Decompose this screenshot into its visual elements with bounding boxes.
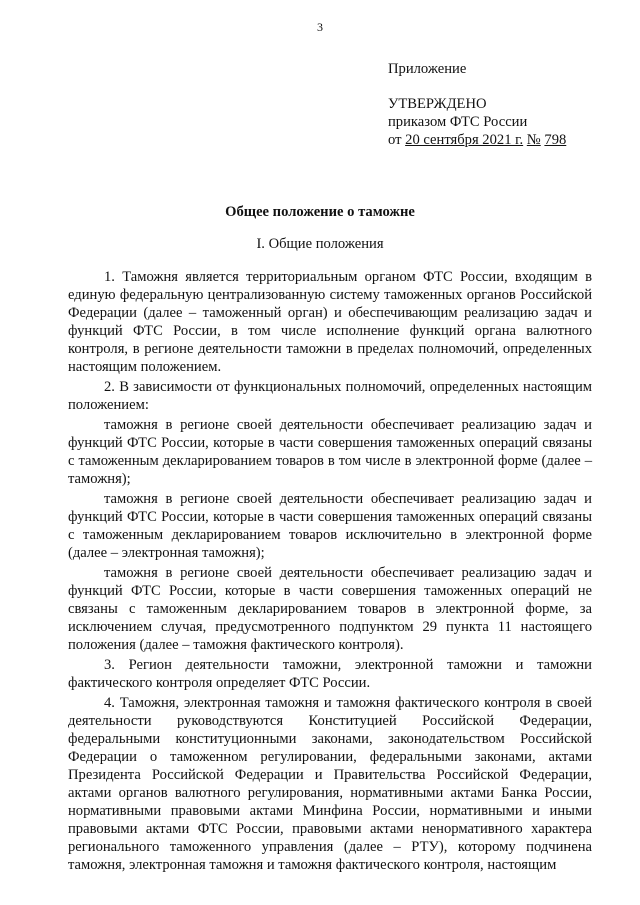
paragraph: 2. В зависимости от функциональных полномочий, определенных настоящим положением: xyxy=(68,379,592,413)
order-number: 798 xyxy=(544,132,567,148)
paragraph: 3. Регион деятельности таможни, электронной таможни и таможни фактического контроля определяет ФТС России. xyxy=(68,657,592,691)
order-date-line xyxy=(388,131,566,149)
paragraph: таможня в регионе своей деятельности обеспечивает реализацию задач и функций ФТС России, которые в части совершения таможенных операций связаны с таможенным декларированием товаров в том числе в электронной форме (далее – таможня); xyxy=(68,417,592,487)
section-title: I. Общие положения xyxy=(256,236,384,252)
paragraph: таможня в регионе своей деятельности обеспечивает реализацию задач и функций ФТС России, которые в части совершения таможенных операций связаны с таможенным декларированием товаров исключительно в электронной форме (далее – электронная таможня); xyxy=(68,491,592,561)
page-number: 3 xyxy=(317,20,323,34)
paragraph: 4. Таможня, электронная таможня и таможня фактического контроля в своей деятельности руководствуются Конституцией Российской Федерации, федеральными конституционными законами, законодательством Российской Федерации о таможенном регулировании, федеральными законами, актами Президента Российской Федерации и Правительства Российской Федерации, актами органов валютного регулирования, нормативными актами Банка России, нормативными правовыми актами Минфина России, нормативными и иными правовыми актами ФТС России, правовыми актами ненормативного характера регионального таможенного управления (далее – РТУ), которому подчинена таможня, электронная таможня и таможня фактического контроля, настоящим xyxy=(68,695,592,873)
approved-label: УТВЕРЖДЕНО xyxy=(388,96,487,112)
document-title: Общее положение о таможне xyxy=(225,204,415,220)
order-by-line: приказом ФТС России xyxy=(388,114,528,130)
number-prefix: № xyxy=(526,132,541,148)
date-prefix: от xyxy=(388,132,402,148)
paragraph: таможня в регионе своей деятельности обеспечивает реализацию задач и функций ФТС России, которые в части совершения таможенных операций не связаны с таможенным декларированием товаров в электронной форме, за исключением случая, предусмотренного подпунктом 29 пункта 11 настоящего положения (далее – таможня фактического контроля). xyxy=(68,565,592,653)
body-text xyxy=(68,268,592,876)
approval-block xyxy=(388,60,566,149)
order-date: 20 сентября 2021 г. xyxy=(405,132,524,148)
appendix-label: Приложение xyxy=(388,61,467,77)
paragraph: 1. Таможня является территориальным органом ФТС России, входящим в единую федеральную централизованную систему таможенных органов Российской Федерации (далее – таможенный орган) и обеспечивающим реализацию задач и функций ФТС России, в том числе исполнение функций органа валютного контроля, в регионе деятельности таможни в пределах полномочий, определенных настоящим положением. xyxy=(68,269,592,375)
